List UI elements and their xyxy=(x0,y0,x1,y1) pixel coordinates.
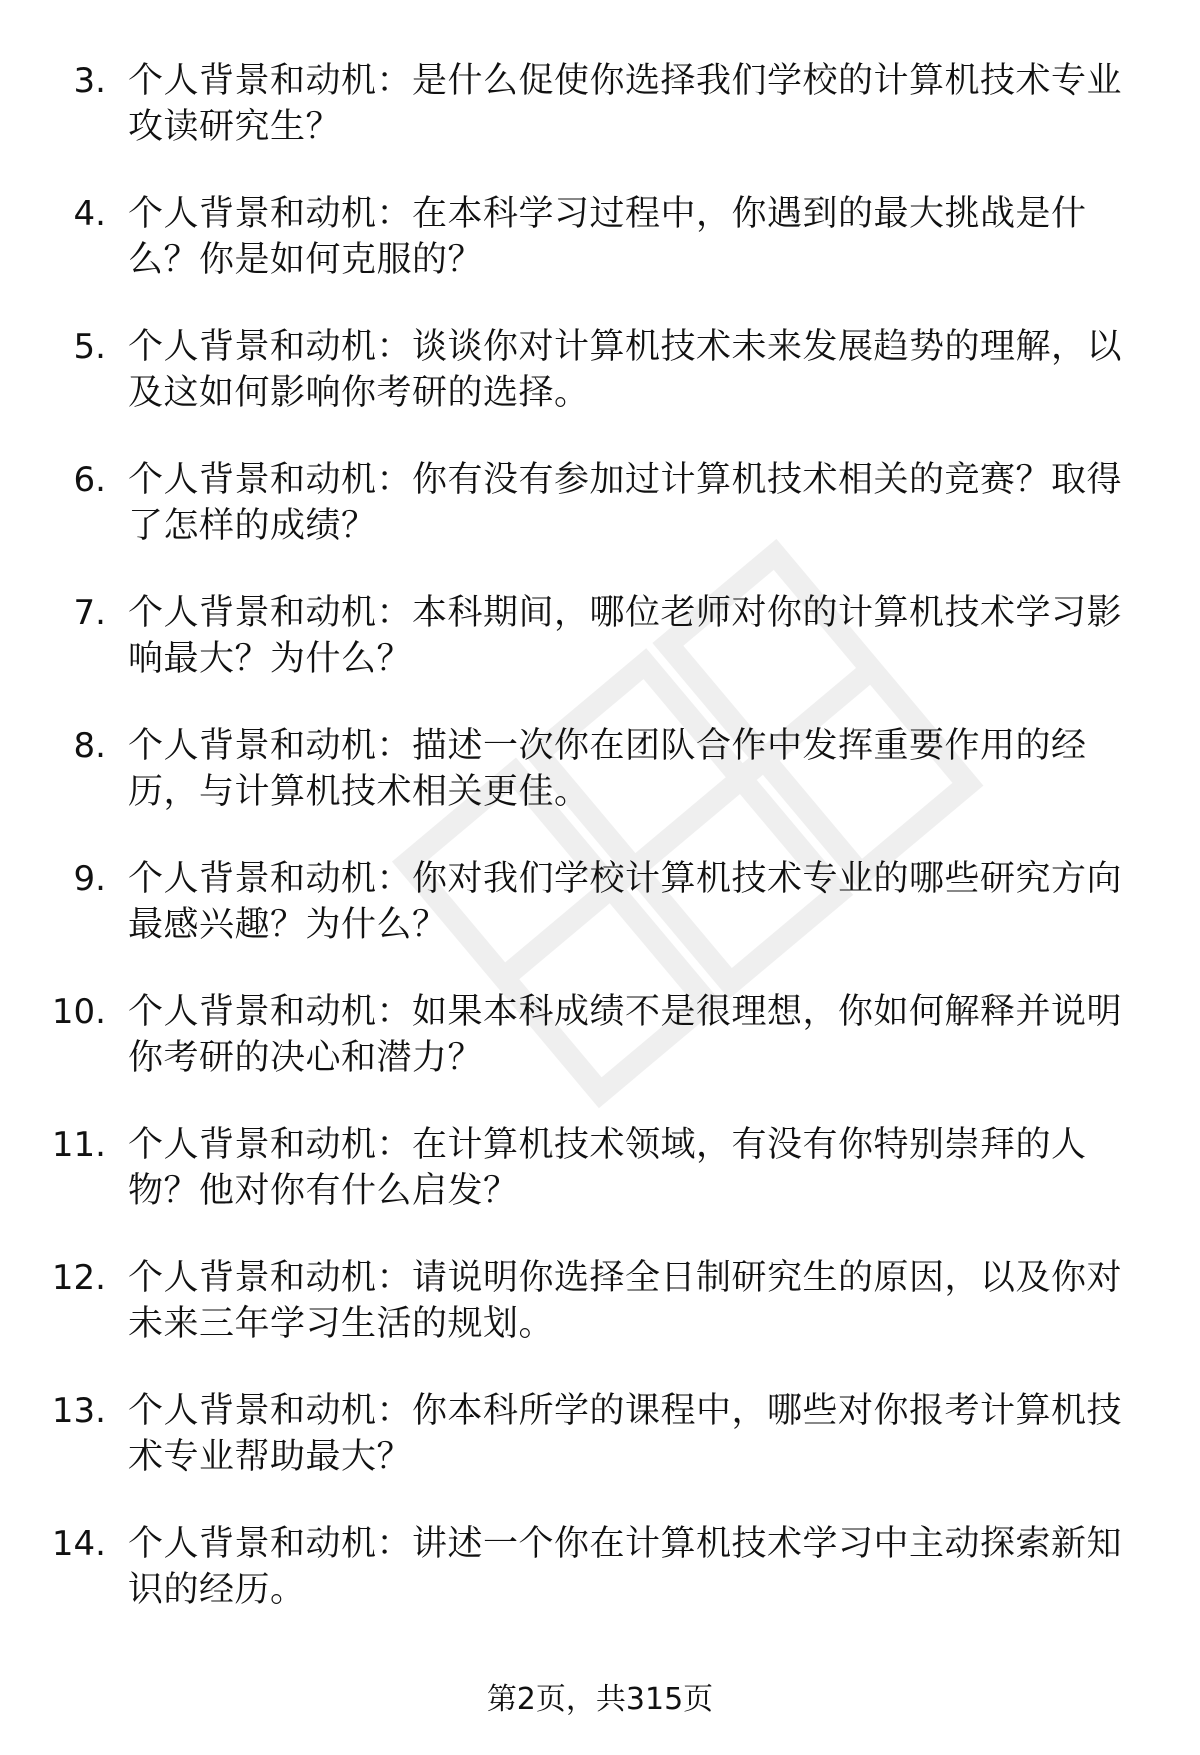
question-text: 个人背景和动机：如果本科成绩不是很理想，你如何解释并说明你考研的决心和潜力？ xyxy=(128,992,1123,1078)
question-list xyxy=(0,58,1200,1654)
question-number: 9. xyxy=(73,859,106,899)
question-text: 个人背景和动机：在计算机技术领域，有没有你特别崇拜的人物？他对你有什么启发？ xyxy=(128,1125,1087,1211)
question-number: 11. xyxy=(51,1125,106,1165)
question-text: 个人背景和动机：谈谈你对计算机技术未来发展趋势的理解，以及这如何影响你考研的选择。 xyxy=(128,327,1123,413)
question-item xyxy=(0,457,1200,590)
question-text: 个人背景和动机：描述一次你在团队合作中发挥重要作用的经历，与计算机技术相关更佳。 xyxy=(128,726,1087,812)
question-number: 5. xyxy=(73,327,106,367)
question-item xyxy=(0,1521,1200,1654)
page-number-label: 第2页，共315页 xyxy=(486,1682,714,1717)
question-number: 3. xyxy=(73,61,106,101)
question-item xyxy=(0,1255,1200,1388)
question-item xyxy=(0,856,1200,989)
question-text: 个人背景和动机：你本科所学的课程中，哪些对你报考计算机技术专业帮助最大？ xyxy=(128,1391,1123,1477)
question-item xyxy=(0,1388,1200,1521)
question-text: 个人背景和动机：请说明你选择全日制研究生的原因，以及你对未来三年学习生活的规划。 xyxy=(128,1258,1123,1344)
question-number: 7. xyxy=(73,593,106,633)
question-number: 4. xyxy=(73,194,106,234)
question-text: 个人背景和动机：在本科学习过程中，你遇到的最大挑战是什么？你是如何克服的？ xyxy=(128,194,1087,280)
question-item xyxy=(0,723,1200,856)
question-text: 个人背景和动机：你对我们学校计算机技术专业的哪些研究方向最感兴趣？为什么？ xyxy=(128,859,1123,945)
question-number: 8. xyxy=(73,726,106,766)
question-item xyxy=(0,989,1200,1122)
question-text: 个人背景和动机：讲述一个你在计算机技术学习中主动探索新知识的经历。 xyxy=(128,1524,1123,1610)
question-item xyxy=(0,324,1200,457)
question-item xyxy=(0,191,1200,324)
question-number: 10. xyxy=(51,992,106,1032)
question-number: 13. xyxy=(51,1391,106,1431)
question-item xyxy=(0,590,1200,723)
question-number: 14. xyxy=(51,1524,106,1564)
page-footer xyxy=(0,1680,1200,1720)
question-item xyxy=(0,1122,1200,1255)
question-text: 个人背景和动机：是什么促使你选择我们学校的计算机技术专业攻读研究生？ xyxy=(128,61,1123,147)
question-number: 12. xyxy=(51,1258,106,1298)
question-text: 个人背景和动机：你有没有参加过计算机技术相关的竞赛？取得了怎样的成绩？ xyxy=(128,460,1123,546)
question-text: 个人背景和动机：本科期间，哪位老师对你的计算机技术学习影响最大？为什么？ xyxy=(128,593,1123,679)
question-number: 6. xyxy=(73,460,106,500)
question-item xyxy=(0,58,1200,191)
